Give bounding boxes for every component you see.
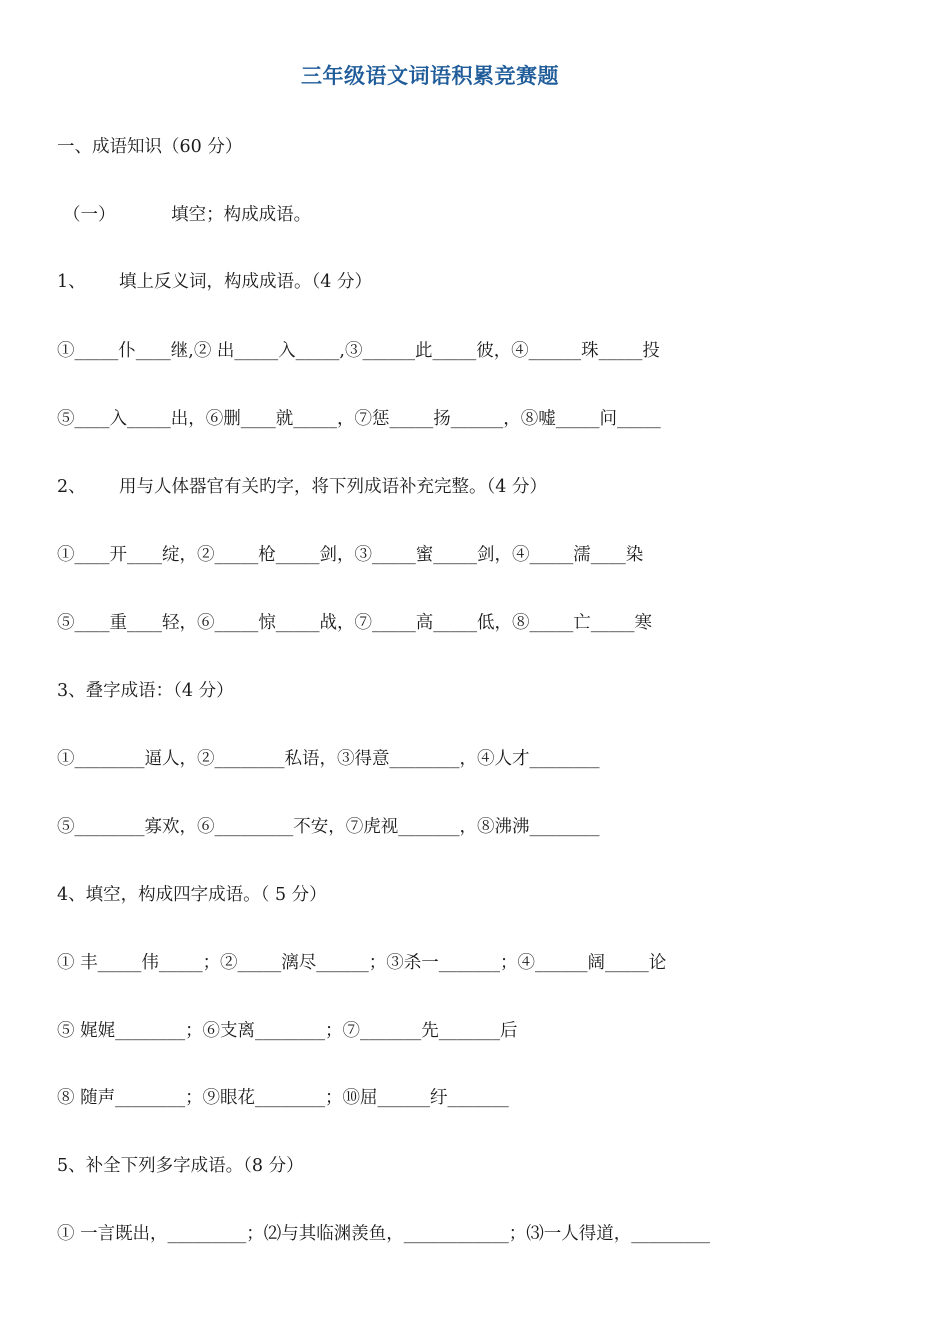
question-4-line-2: ⑤ 娓娓________；⑥支离________；⑦_______先_______后	[57, 1021, 518, 1041]
question-3-line-1: ①________逼人，②________私语，③得意________，④人才________	[57, 749, 600, 769]
section-heading: 一、成语知识（60 分）	[57, 137, 243, 157]
question-4-line-1: ① 丰_____伟_____；②_____漓尽______；③杀一_______；④______阔_____论	[57, 953, 667, 973]
question-3-heading: 3、叠字成语：（4 分）	[57, 681, 234, 701]
question-2-heading: 2、 用与人体器官有关旳字，将下列成语补充完整。（4 分）	[57, 477, 547, 497]
question-1-line-1: ①_____仆____继,② 出_____入_____,③______此_____彼，④______珠_____投	[57, 341, 660, 361]
page-title: 三年级语文词语积累竞赛题	[301, 64, 559, 88]
question-1-heading: 1、 填上反义词，构成成语。（4 分）	[57, 272, 372, 292]
question-2-line-2: ⑤____重____轻，⑥_____惊_____战，⑦_____高_____低，⑧_____亡_____寒	[57, 613, 652, 633]
question-5-line-1: ① 一言既出，_________；⑵与其临渊羡鱼，____________；⑶一人得道，_________	[57, 1224, 711, 1244]
question-4-heading: 4、填空，构成四字成语。（ 5 分）	[57, 885, 327, 905]
subsection-heading: （一） 填空；构成成语。	[63, 205, 312, 225]
question-2-line-1: ①____开____绽，②_____枪_____剑，③_____蜜_____剑，④_____濡____染	[57, 545, 644, 565]
question-3-line-2: ⑤________寡欢，⑥_________不安，⑦虎视_______，⑧沸沸________	[57, 817, 600, 837]
question-1-line-2: ⑤____入_____出，⑥删____就_____，⑦惩_____扬______，⑧嘘_____问_____	[57, 409, 661, 429]
question-5-heading: 5、补全下列多字成语。（8 分）	[57, 1156, 304, 1176]
question-4-line-3: ⑧ 随声________；⑨眼花________；⑩屈______纡_______	[57, 1088, 509, 1108]
